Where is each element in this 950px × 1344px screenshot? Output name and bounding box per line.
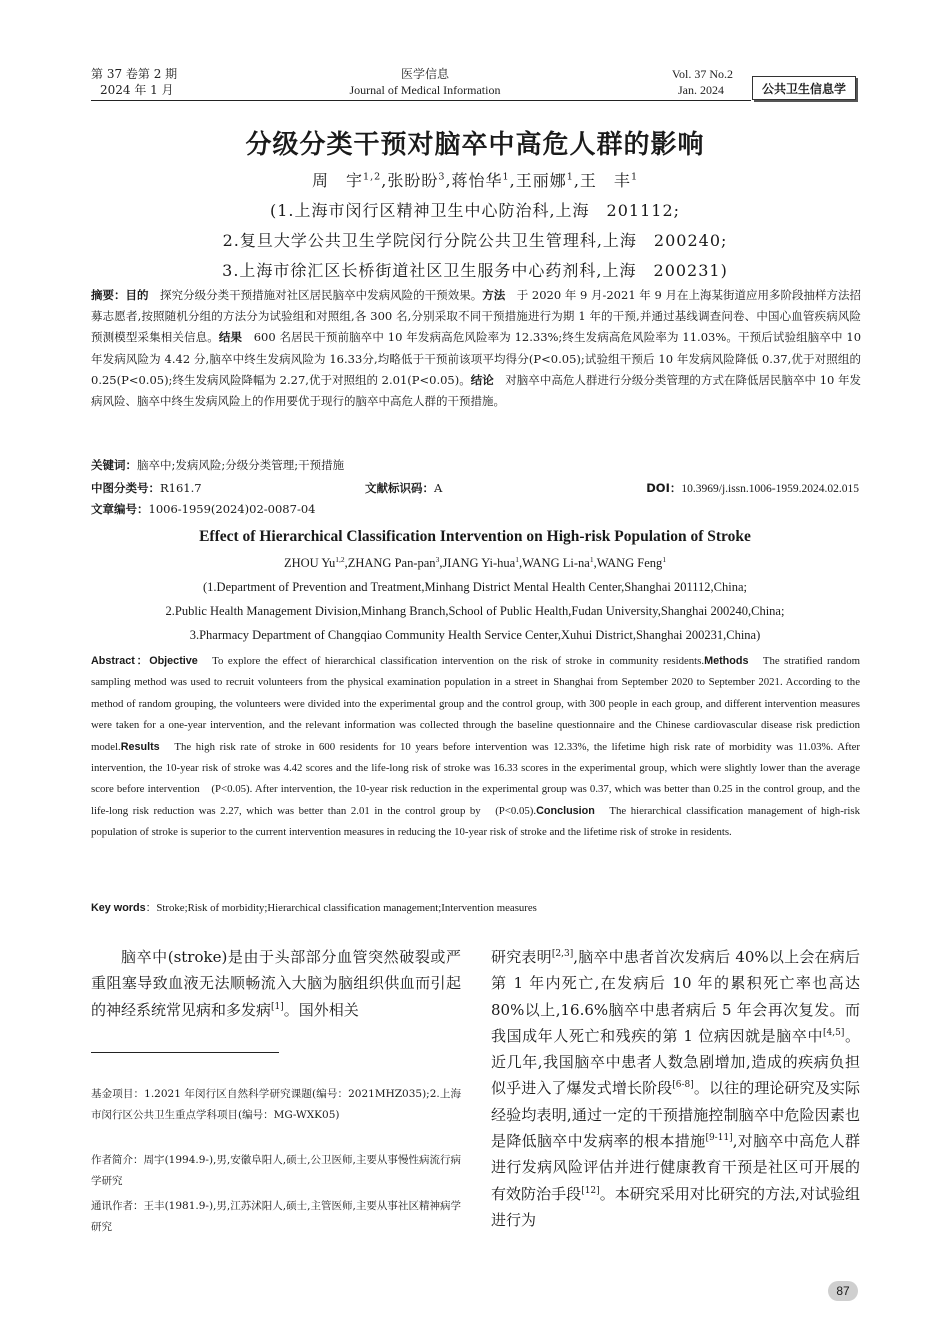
body-text: 。国外相关 [283,1000,359,1019]
body-text: 研究表明 [491,948,552,966]
author-affil: 1 [630,171,639,183]
author-affil: 3 [435,554,440,564]
citation: [2,3] [551,949,574,959]
doc-label: 文献标识码： [365,481,434,495]
keywords-en-value: ：Stroke;Risk of morbidity;Hierarchical classification management;Intervention measures [145,902,537,914]
abstract-en [91,651,860,844]
keywords-cn [91,455,861,476]
objective-label: 目的 [125,288,149,302]
citation: [9-11] [705,1133,733,1144]
footnote-author: 作者简介：周宇(1994.9-),男,安徽阜阳人,硕士,公卫医师,主要从事慢性病流行病学研究 [91,1154,461,1187]
body-text: 。近几年,我国脑卒中患者人数急剧增加,造成的疾病负担似乎进入了爆发式增长阶段 [491,1026,860,1098]
conclusion-en-label: Conclusion [536,804,595,817]
methods-en-text: The stratified random sampling method was used to recruit volunteers from the physical examination population in a street in Shanghai from September 2020 to September 2021. According to the method of random grouping, the volunteers were divided into the experimental group and the control group, with 300 people in each group, and different intervention measures were taken for a one-year intervention, and the relevant information was collected through the baseline questionnaire and the Chinese cardiovascular disease risk prediction model. [91,655,860,753]
clc-value: R161.7 [160,481,202,495]
body-text: 脑卒中(stroke)是由于头部部分血管突然破裂或严重阻塞导致血液无法顺畅流入大脑为脑组织供血而引起的神经系统常见病和多发病 [91,948,461,1019]
author-name: ,王 丰 [573,171,631,190]
conclusion-en-text: The hierarchical classification management of high-risk population of stroke is superior to the current intervention measures in reducing the 10-year risk of stroke and the lifetime risk of stroke in residents. [91,804,860,839]
section-tag: 公共卫生信息学 [752,76,856,100]
author-name: ,蒋怡华 [445,171,503,190]
affiliation-en-1: (1.Department of Prevention and Treatment,Minhang District Mental Health Center,Shanghai 201112,China; [203,580,747,594]
author-name: 周 宇 [311,171,363,190]
results-en-label: Results [120,740,160,753]
article-title-cn: 分级分类干预对脑卒中高危人群的影响 [245,130,705,160]
doc-code [365,478,442,499]
citation: [12] [581,1185,600,1196]
citation: [4,5] [823,1027,845,1038]
header-volume-en: Vol. 37 No.2 [671,67,733,81]
abstract-label: 摘要： [91,288,126,302]
conclusion-label: 结论 [470,372,494,387]
doi-value: 10.3969/j.issn.1006-1959.2024.02.015 [681,483,859,495]
body-text: 。以往的理论研究及实际经验均表明,通过一定的干预措施控制脑卒中危险因素也是降低脑卒中发病率的根本措施 [491,1079,860,1151]
keywords-label: 关键词： [91,458,137,472]
affiliation-en-2: 2.Public Health Management Division,Minhang Branch,School of Public Health,Fudan University,Shanghai 200240,China; [165,604,785,618]
affiliation-cn-2: 2.复旦大学公共卫生学院闵行分院公共卫生管理科,上海 200240; [222,231,728,250]
author-name: ,王丽娜 [509,171,567,190]
objective-text: 探究分级分类干预措施对社区居民脑卒中发病风险的干预效果。 [148,288,483,302]
article-title-en: Effect of Hierarchical Classification Intervention on High-risk Population of Stroke [199,528,751,545]
authors-en [0,556,950,571]
methods-en-label: Methods [704,655,749,667]
authors-cn [0,168,950,191]
methods-label: 方法 [482,288,506,302]
keywords-value: 脑卒中;发病风险;分级分类管理;干预措施 [137,458,345,472]
conclusion-text: 对脑卒中高危人群进行分级分类管理的方式在降低居民脑卒中 10 年发病风险、脑卒中终生发病风险上的作用要优于现行的脑卒中高危人群的干预措施。 [91,372,862,409]
body-right-paragraph [491,944,860,1233]
methods-text: 于 2020 年 9 月-2021 年 9 月在上海某街道应用多阶段抽样方法招募志愿者,按照随机分组的方法分为试验组和对照组,各 300 名,分别采取不同干预措施进行为期 1 年的干预,并通过基线调查问卷、中国心血管疾病风险预测模型采集相关信息。 [91,288,862,345]
objective-en-text: To explore the effect of hierarchical classification intervention on the risk of stroke in community residents. [197,655,705,667]
author-name: ,张盼盼 [381,171,439,190]
article-number [91,499,861,520]
article-number-value: 1006-1959(2024)02-0087-04 [148,502,316,516]
keywords-en [91,900,537,915]
header-volume-cn: 第 37 卷第 2 期 [91,67,178,81]
footnote-rule [91,1052,279,1053]
footnote-corresponding: 通讯作者：王丰(1981.9-),男,江苏沭阳人,硕士,主管医师,主要从事社区精神病学研究 [91,1200,461,1233]
citation: [1] [271,1001,284,1012]
author-affil: 1,2 [335,554,345,564]
author-affil: 1 [515,554,519,564]
article-number-label: 文章编号： [91,502,149,516]
results-text: 600 名居民干预前脑卒中 10 年发病高危风险率为 12.33%;终生发病高危风险率为 11.03%。干预后试验组脑卒中 10 年发病风险为 4.42 分,脑卒中终生发病风险为 16.33分,均略低于干预前该项平均得分(P<0.05);试验组干预后 10 年发病风险降低 0.37,优于对照组的 0.25(P<0.05);终生发病风险降幅为 2.27,优于对照组的 2.01(P<0.05)。 [91,330,862,387]
body-text: ,脑卒中患者首次发病后 40%以上会在病后第 1 年内死亡,在发病后 10 年的累积死亡率也高达 80%以上,16.6%脑卒中患者病后 5 年会再次复发。而我国成年人死亡和残疾的第 1 位病因就是脑卒中 [491,948,860,1045]
results-en-text: The high risk rate of stroke in 600 residents for 10 years before intervention was 12.33%, the lifetime high risk rate of morbidity was 11.03%. After intervention, the 10-year risk of stroke was 4.42 scores and the life-long risk of stroke was 16.33 scores in the experimental group, which were slightly lower than the average score before intervention (P<0.05). After intervention, the 10-year risk reduction in the experimental group was 0.37, which was better than 0.25 in the control group, and the life-long risk reduction was 2.27, which was better than 2.01 in the control group by (P<0.05). [91,740,860,817]
author-affil: 3 [438,171,446,183]
author-name: ,ZHANG Pan-pan [344,556,436,570]
page-number: 87 [828,1281,858,1301]
clc-label: 中图分类号： [91,481,160,495]
abstract-cn [91,285,861,412]
body-text: 。本研究采用对比研究的方法,对试验组进行为 [491,1184,860,1229]
author-name: ZHOU Yu [283,556,336,570]
author-affil: 1 [589,554,594,564]
doi [646,478,859,500]
keywords-en-label: Key words [91,902,146,914]
author-name: ,WANG Li-na [518,556,590,570]
abstract-en-label: Abstract： [91,655,150,667]
citation: [6-8] [672,1080,694,1091]
author-affil: 1 [662,554,667,564]
doc-value: A [434,481,443,495]
header-journal-en: Journal of Medical Information [349,83,501,97]
affiliation-cn-1: (1.上海市闵行区精神卫生中心防治科,上海 201112; [269,201,681,220]
footnote-fund: 基金项目：1.2021 年闵行区自然科学研究课题(编号：2021MHZ035);2.上海市闵行区公共卫生重点学科项目(编号：MG-WXK05) [91,1088,461,1121]
body-text: ,对脑卒中高危人群进行发病风险评估并进行健康教育干预是社区可开展的有效防治手段 [491,1132,860,1203]
doi-label: DOI： [646,481,682,495]
author-affil: 1 [502,171,510,183]
affiliation-cn-3: 3.上海市徐汇区长桥街道社区卫生服务中心药剂科,上海 200231) [222,261,728,280]
header-date-en: Jan. 2024 [678,83,724,97]
author-affil: 1 [566,171,574,183]
author-name: ,WANG Feng [593,556,663,570]
results-label: 结果 [218,330,243,345]
author-name: ,JIANG Yi-hua [439,556,516,570]
header-rule [91,100,751,101]
objective-en-label: Objective [149,655,198,667]
header-date-cn: 2024 年 1 月 [100,83,174,97]
author-affil: 1,2 [362,171,382,183]
affiliation-en-3: 3.Pharmacy Department of Changqiao Community Health Service Center,Xuhui District,Shanghai 200231,China) [189,628,761,642]
header-journal-cn: 医学信息 [400,67,449,81]
body-left-paragraph [91,944,461,1023]
